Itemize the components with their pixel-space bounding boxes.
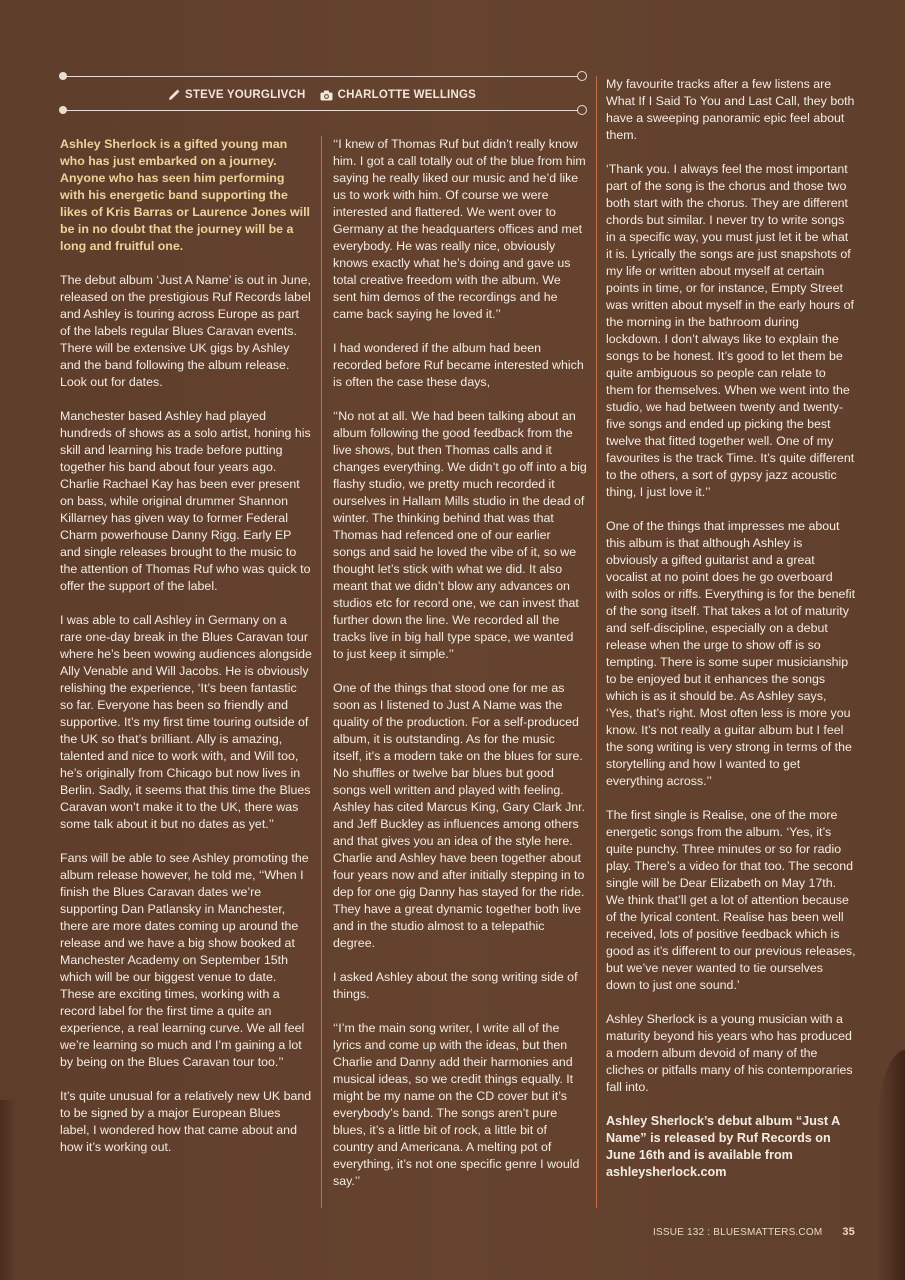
- page-number: 35: [842, 1226, 855, 1238]
- top-rule: [63, 76, 581, 77]
- writer-credit: [168, 89, 306, 101]
- paragraph: One of the things that stood one for me as soon as I listened to Just A Name was the quality of the production. For a self-produced album, it is outstanding. As for the music itself, it’s a modern take on the blues for sure. No shuffles or twelve bar blues but good songs well written and played with feeling. Ashley has cited Marcus King, Gary Clark Jnr. and Jeff Buckley as influences among others and that gives you an idea of the style here. Charlie and Ashley have been together about four years now and after initially stepping in to dep for one gig Danny has stayed for the ride. They have a great dynamic together both live and in the studio almost to a telepathic degree.: [333, 681, 586, 950]
- pencil-icon: [168, 89, 180, 101]
- paragraph: ‘‘I knew of Thomas Ruf but didn’t really know him. I got a call totally out of the blue from him saying he really liked our music and he’d like us to work with him. Of course we were interested and flattered. We went over to Germany at the headquarters offices and met everybody. He was really nice, obviously knows exactly what he’s doing and gave us total creative freedom with the album. We sent him demos of the recordings and he came back saying he loved it.’’: [333, 137, 586, 321]
- issue-label: ISSUE 132 : BLUESMATTERS.COM: [653, 1227, 823, 1238]
- paragraph: I had wondered if the album had been recorded before Ruf became interested which is often the case these days,: [333, 341, 584, 389]
- photo-edge-decoration: [877, 1050, 905, 1280]
- paragraph: The debut album ‘Just A Name’ is out in June, released on the prestigious Ruf Records label and Ashley is touring across Europe as part of the labels regular Blues Caravan events. There will be extensive UK gigs by Ashley and the band following the album release. Look out for dates.: [60, 273, 311, 389]
- rule-ring: [577, 105, 587, 115]
- rule-dot: [59, 72, 67, 80]
- paragraph: One of the things that impresses me about this album is that although Ashley is obviously a gifted guitarist and a great vocalist at no point does he go overboard with solos or riffs. Everything is for the benefit of the song itself. That takes a lot of maturity and self-discipline, especially on a debut release when the urge to show off is so tempting. There is some super musicianship to be enjoyed but it enhances the songs which is as it should be. As Ashley says, ‘Yes, that’s right. Most often less is more you know. It’s not really a guitar album but I feel the song writing is very strong in terms of the storytelling and how I wanted to get everything across.’’: [606, 519, 856, 788]
- byline: [63, 86, 581, 104]
- column-divider-2: [596, 76, 597, 1208]
- bottom-rule: [63, 110, 581, 111]
- album-info-paragraph: Ashley Sherlock’s debut album “Just A Name” is released by Ruf Records on June 16th and is available from ashleysherlock.com: [606, 1114, 840, 1179]
- rule-dot: [59, 106, 67, 114]
- photographer-name: CHARLOTTE WELLINGS: [337, 89, 476, 101]
- article-column-3: [606, 76, 856, 1198]
- paragraph: Manchester based Ashley had played hundreds of shows as a solo artist, honing his skill and learning his trade before putting together his band about four years ago. Charlie Rachael Kay has been ever present on bass, while original drummer Shannon Killarney has given way to former Federal Charm powerhouse Danny Rigg. Early EP and single releases brought to the music to the attention of Thomas Ruf who was quick to offer the support of the label.: [60, 409, 311, 593]
- rule-ring: [577, 71, 587, 81]
- article-column-2: [333, 136, 587, 1207]
- paragraph: ‘Thank you. I always feel the most important part of the song is the chorus and those two both start with the chorus. They are different chords but similar. I never try to write songs in a specific way, you must just let it be what it is. Lyrically the songs are just snapshots of my life or written about myself at certain points in time, or for instance, Empty Street was written about myself in the early hours of the morning in the bathroom during lockdown. I don’t always like to explain the songs to be honest. It’s good to let them be quite ambiguous so people can relate to them for themselves. When we went into the studio, we had between twenty and twenty-five songs and ended up picking the best twelve that fitted together well. One of my favourites is the track Time. It’s quite different to the others, a sort of gypsy jazz acoustic thing, I just love it.’’: [606, 162, 855, 499]
- paragraph: I asked Ashley about the song writing side of things.: [333, 970, 578, 1001]
- writer-name: STEVE YOURGLIVCH: [185, 89, 306, 101]
- paragraph: It’s quite unusual for a relatively new UK band to be signed by a major European Blues label, I wondered how that came about and how it’s working out.: [60, 1089, 312, 1154]
- paragraph: The first single is Realise, one of the more energetic songs from the album. ‘Yes, it’s quite punchy. Three minutes or so for radio play. There’s a video for that too. The second single will be Dear Elizabeth on May 17th. We think that’ll get a lot of attention because of the lyrical content. Realise has been well received, lots of positive feedback which is good as it’s different to our previous releases, but we’ve never wanted to tie ourselves down to just one sound.’: [606, 808, 856, 992]
- paragraph: I was able to call Ashley in Germany on a rare one-day break in the Blues Caravan tour where he’s been wowing audiences alongside Ally Venable and Will Jacobs. He is obviously relishing the experience, ‘It’s been fantastic so far. Everyone has been so friendly and supportive. It’s my first time touring outside of the UK so that’s brilliant. Ally is amazing, talented and nice to work with, and Will too, he’s originally from Chicago but now lives in Berlin. Sadly, it seems that this time the Blues Caravan won’t make it to the UK, there was some talk about it but no dates as yet.’’: [60, 613, 312, 831]
- column-divider-1: [321, 136, 322, 1208]
- photo-edge-decoration-left: [0, 1100, 16, 1280]
- page-footer: [653, 1226, 855, 1238]
- photographer-credit: [320, 89, 476, 101]
- paragraph: ‘‘No not at all. We had been talking about an album following the good feedback from the live shows, but then Thomas calls and it changes everything. We didn’t go off into a big flashy studio, we pretty much recorded it ourselves in Hallam Mills studio in the dead of winter. The thinking behind that was that Thomas had refenced one of our earlier songs and said he loved the vibe of it, so we thought let’s stick with what we did. It also meant that we didn’t blow any advances on studios etc for record one, we can invest that further down the line. We recorded all the tracks live in big hall type space, we wanted to just keep it simple.’’: [333, 409, 587, 661]
- paragraph: ‘‘I’m the main song writer, I write all of the lyrics and come up with the ideas, but then Charlie and Danny add their harmonies and musical ideas, so we credit things equally. It might be my name on the CD cover but it’s everybody’s band. The songs aren’t pure blues, it’s a little bit of rock, a little bit of country and Americana. A melting pot of everything, it’s not one specific genre I would say.’’: [333, 1021, 580, 1188]
- lead-paragraph: Ashley Sherlock is a gifted young man who has just embarked on a journey. Anyone who has seen him performing with his energetic band supporting the likes of Kris Barras or Laurence Jones will be in no doubt that the journey will be a long and fruitful one.: [60, 137, 310, 253]
- paragraph: Fans will be able to see Ashley promoting the album release however, he told me, ‘‘When I finish the Blues Caravan dates we’re supporting Dan Patlansky in Manchester, there are more dates coming up around the release and we have a big show booked at Manchester Academy on September 15th which will be our biggest venue to date. These are exciting times, working with a record label for the first time a quite an experience, a real learning curve. We all feel we’re learning so much and I’m gaining a lot by being on the Blues Caravan tour too.’’: [60, 851, 309, 1069]
- camera-icon: [320, 90, 333, 101]
- paragraph: Ashley Sherlock is a young musician with a maturity beyond his years who has produced a modern album devoid of many of the cliches or pitfalls many of his contemporaries fall into.: [606, 1012, 853, 1094]
- paragraph: My favourite tracks after a few listens are What If I Said To You and Last Call, they both have a sweeping panoramic epic feel about them.: [606, 77, 855, 142]
- article-column-1: [60, 136, 312, 1173]
